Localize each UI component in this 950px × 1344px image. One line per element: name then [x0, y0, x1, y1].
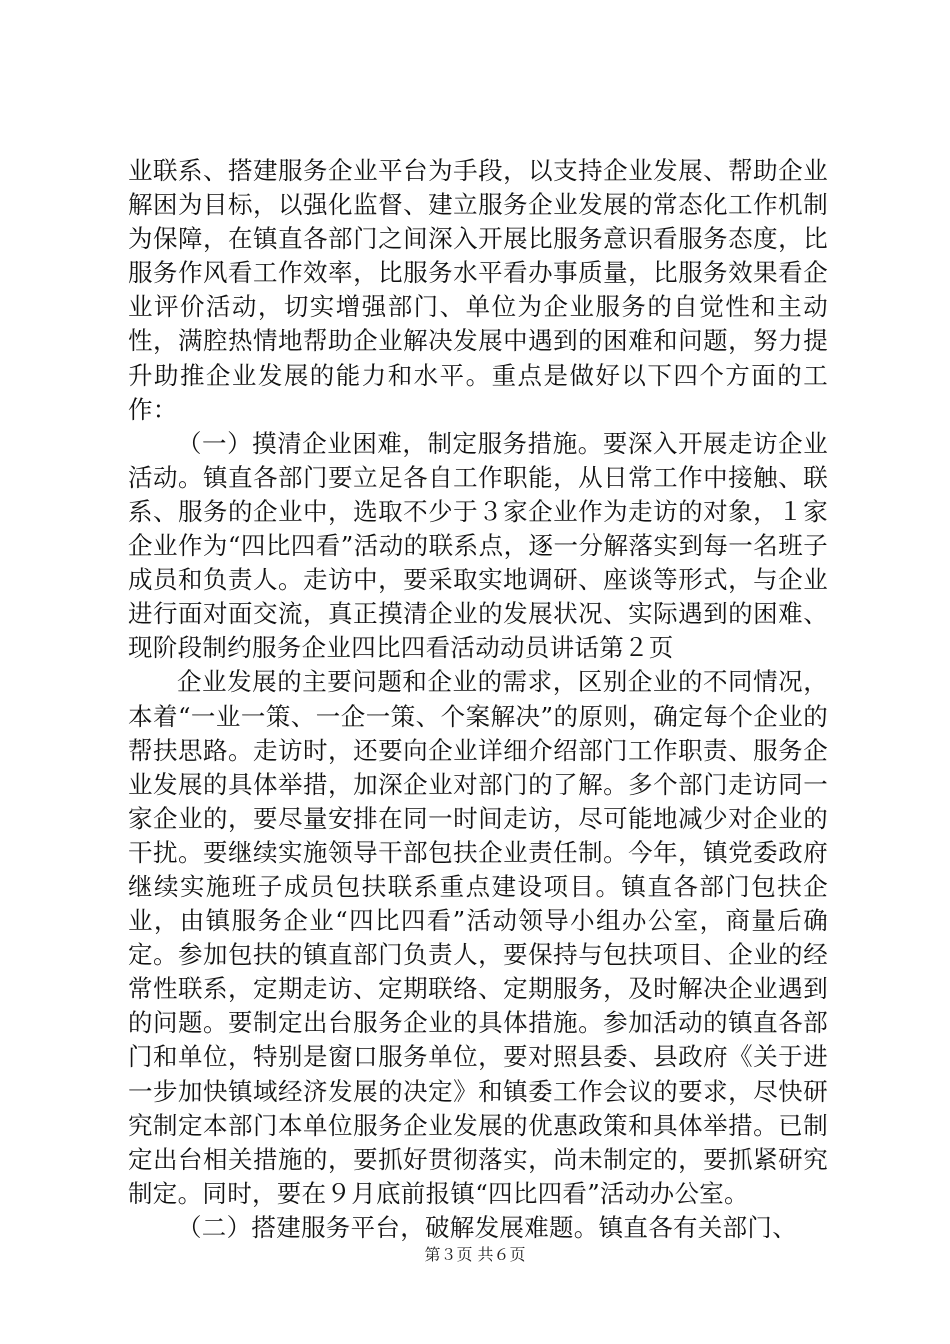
page-number: 第３页 共６页 [424, 1245, 526, 1264]
paragraph-section-two: （二）搭建服务平台，破解发展难题。镇直各有关部门、 [177, 1212, 797, 1242]
paragraph-continuation: 业联系、搭建服务企业平台为手段，以支持企业发展、帮助企业解困为目标，以强化监督、建立服务企业发展的常态化工作机制为保障，在镇直各部门之间深入开展比服务意识看服务态度，比服务作风看工作效率，比服务水平看办事质量，比服务效果看企业评价活动，切实增强部门、单位为企业服务的自觉性和主动性，满腔热情地帮助企业解决发展中遇到的困难和问题，努力提升助推企业发展的能力和水平。重点是做好以下四个方面的工作： [128, 156, 828, 424]
paragraph-section-one-continued: 企业发展的主要问题和企业的需求，区别企业的不同情况，本着“一业一策、一企一策、个案解决”的原则，确定每个企业的帮扶思路。走访时，还要向企业详细介绍部门工作职责、服务企业发展的具体举措，加深企业对部门的了解。多个部门走访同一家企业的，要尽量安排在同一时间走访，尽可能地减少对企业的干扰。要继续实施领导干部包扶企业责任制。今年，镇党委政府继续实施班子成员包扶联系重点建设项目。镇直各部门包扶企业，由镇服务企业“四比四看”活动领导小组办公室，商量后确定。参加包扶的镇直部门负责人，要保持与包扶项目、企业的经常性联系，定期走访、定期联络、定期服务，及时解决企业遇到的问题。要制定出台服务企业的具体措施。参加活动的镇直各部门和单位，特别是窗口服务单位，要对照县委、县政府《关于进一步加快镇域经济发展的决定》和镇委工作会议的要求，尽快研究制定本部门本单位服务企业发展的优惠政策和具体举措。已制定出台相关措施的，要抓好贯彻落实，尚未制定的，要抓紧研究制定。同时，要在９月底前报镇“四比四看”活动办公室。 [128, 667, 828, 1208]
document-body [128, 154, 828, 1245]
page-footer [0, 1245, 950, 1265]
paragraph-section-one: （一）摸清企业困难，制定服务措施。要深入开展走访企业活动。镇直各部门要立足各自工作职能，从日常工作中接触、联系、服务的企业中，选取不少于３家企业作为走访的对象，１家企业作为“四比四看”活动的联系点，逐一分解落实到每一名班子成员和负责人。走访中，要采取实地调研、座谈等形式，与企业进行面对面交流，真正摸清企业的发展状况、实际遇到的困难、现阶段制约服务企业四比四看活动动员讲话第２页 [128, 428, 828, 663]
